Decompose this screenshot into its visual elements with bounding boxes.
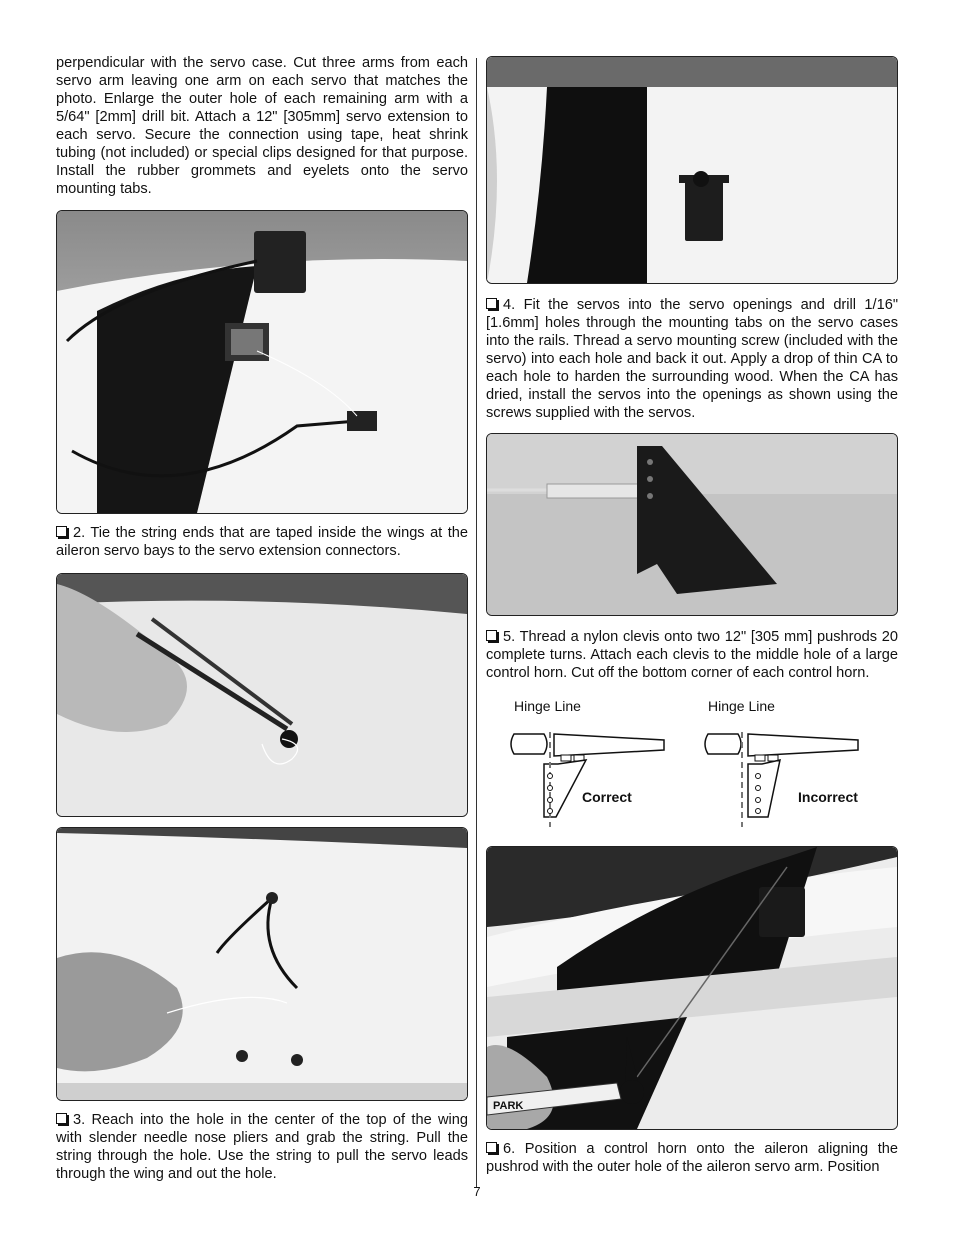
photo-marking-control-horn: [486, 846, 898, 1130]
step6-paragraph: 6. Position a control horn onto the aileron aligning the pushrod with the outer hole of the aileron servo arm. Position: [486, 1141, 898, 1175]
checkbox-icon[interactable]: [486, 1142, 497, 1153]
hinge-line-diagram: [486, 692, 898, 832]
step2-paragraph: 2. Tie the string ends that are taped inside the wings at the aileron servo bays to the servo extension connectors.: [56, 525, 468, 559]
step5-paragraph: 5. Thread a nylon clevis onto two 12" [305 mm] pushrods 20 complete turns. Attach each clevis to the middle hole of a large control horn. Cut off the bottom corner of each control horn.: [486, 629, 898, 681]
checkbox-icon[interactable]: [486, 630, 497, 641]
checkbox-icon[interactable]: [56, 526, 67, 537]
step3-paragraph: 3. Reach into the hole in the center of the top of the wing with slender needle nose pliers and grab the string. Pull the string through the hole. Use the string to pull the servo leads through the wing and out the hole.: [56, 1112, 468, 1182]
photo-pliers-in-hole: [56, 573, 468, 817]
hinge-line-label: Hinge Line: [514, 698, 581, 714]
intro-paragraph: perpendicular with the servo case. Cut three arms from each servo arm leaving one arm on each servo that matches the photo. Enlarge the outer hole of each remaining arm with a 5/64" [2mm] drill bit. Attach a 12" [305mm] servo extension to each servo. Secure the connection using tape, heat shrink tubing (not included) or special clips designed for that purpose. Install the rubber grommets and eyelets onto the servo mounting tabs.: [56, 55, 468, 197]
photo-clevis-control-horn: [486, 433, 898, 616]
incorrect-label: Incorrect: [798, 789, 858, 805]
control-horn-diagram: [486, 692, 898, 832]
checkbox-icon[interactable]: [486, 298, 497, 309]
page-number: 7: [473, 1184, 481, 1199]
hinge-line-label: Hinge Line: [708, 698, 775, 714]
photo-pulling-string: [56, 827, 468, 1101]
correct-label: Correct: [582, 789, 632, 805]
checkbox-icon[interactable]: [56, 1113, 67, 1124]
photo5-marker-text: PARK: [493, 1100, 524, 1112]
photo-servo-with-extension: [56, 210, 468, 514]
column-divider: [476, 58, 477, 1188]
step4-paragraph: 4. Fit the servos into the servo openings and drill 1/16" [1.6mm] holes through the mounting tabs on the servo cases into the rails. Thread a servo mounting screw (included with the servo) into each hole and back it out. Apply a drop of thin CA to each hole to harden the surrounding wood. When the CA has dried, install the servos into the openings as shown using the screws supplied with the servos.: [486, 297, 898, 421]
photo-servo-on-wing: [486, 56, 898, 284]
